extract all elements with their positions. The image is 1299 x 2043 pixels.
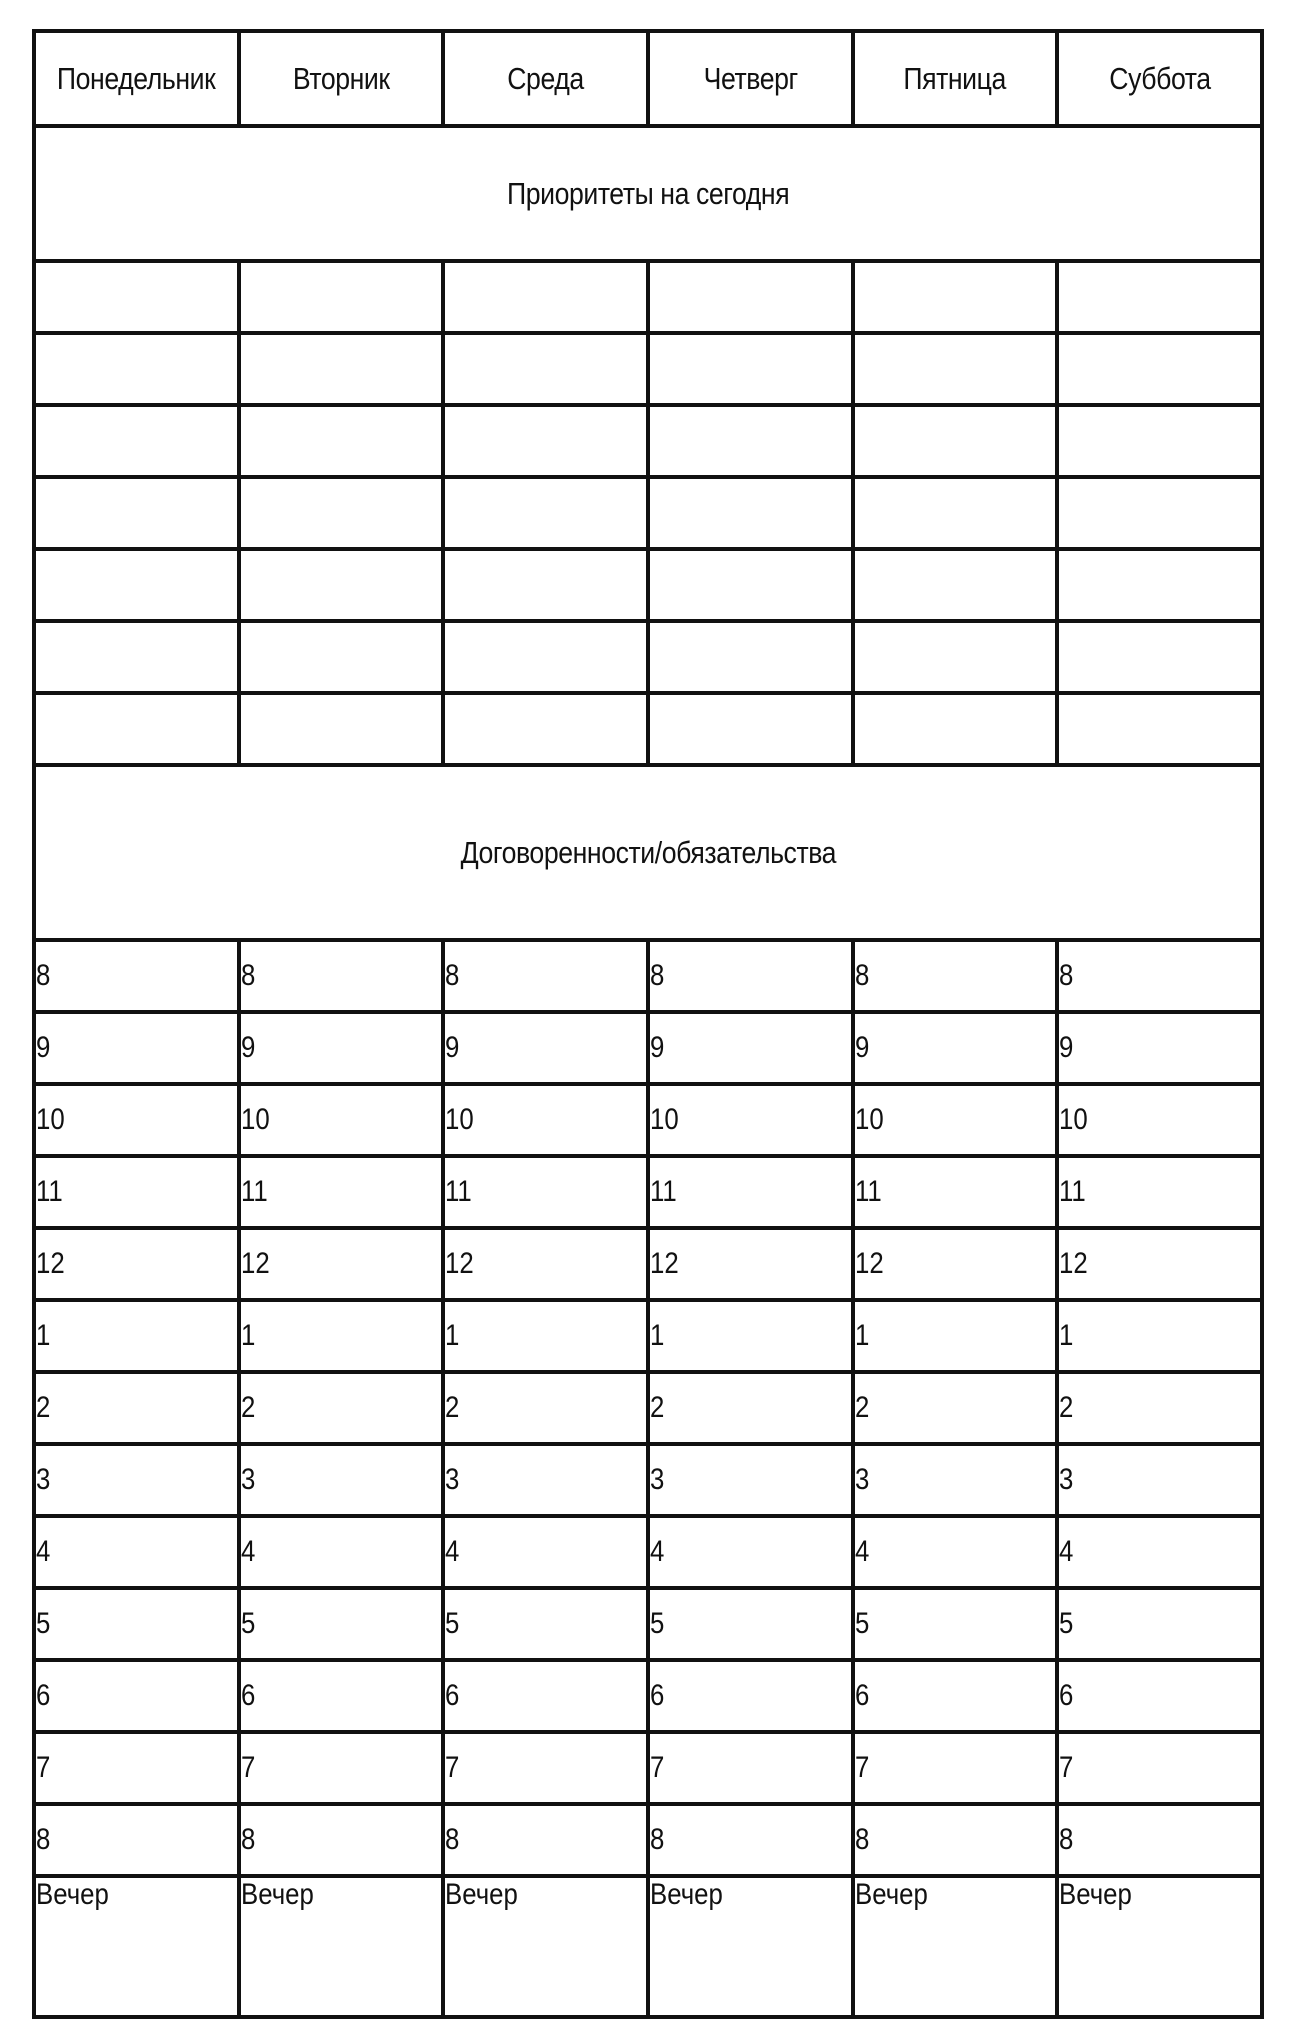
- priority-cell[interactable]: [34, 693, 239, 765]
- hour-cell[interactable]: [853, 1732, 1058, 1804]
- hour-cell[interactable]: [443, 1444, 648, 1516]
- hour-cell[interactable]: [1057, 1732, 1262, 1804]
- priority-cell[interactable]: [239, 405, 444, 477]
- hour-label: 8: [649, 959, 665, 992]
- priority-cell[interactable]: [1057, 549, 1262, 621]
- hour-row: [34, 1588, 1262, 1660]
- priority-cell[interactable]: [239, 693, 444, 765]
- hour-cell[interactable]: [853, 1156, 1058, 1228]
- hour-cell[interactable]: [34, 1228, 239, 1300]
- hour-row: [34, 1732, 1262, 1804]
- hour-cell[interactable]: [648, 1804, 853, 1876]
- hour-label: 4: [649, 1535, 665, 1568]
- hour-label: 7: [854, 1751, 869, 1784]
- hour-cell[interactable]: [239, 1516, 444, 1588]
- hour-row: [34, 1156, 1262, 1228]
- hour-cell[interactable]: [853, 1012, 1058, 1084]
- hour-cell[interactable]: [1057, 1804, 1262, 1876]
- priorities-title: Приоритеты на сегодня: [506, 175, 790, 211]
- hour-label: 2: [36, 1391, 51, 1424]
- priority-cell[interactable]: [1057, 621, 1262, 693]
- hour-label: 6: [36, 1679, 51, 1712]
- day-header-wednesday: Среда: [507, 60, 584, 96]
- evening-cell[interactable]: [239, 1876, 444, 2017]
- hour-label: 7: [240, 1751, 256, 1784]
- hour-label: 4: [36, 1535, 51, 1568]
- hour-cell[interactable]: [239, 1804, 444, 1876]
- hour-cell[interactable]: [239, 1444, 444, 1516]
- evening-label: Вечер: [240, 1878, 314, 1911]
- hour-label: 2: [445, 1391, 460, 1424]
- hour-label: 8: [1059, 959, 1074, 992]
- priority-row: [34, 477, 1262, 549]
- hour-label: 1: [240, 1319, 256, 1352]
- hour-cell[interactable]: [443, 1012, 648, 1084]
- hour-label: 6: [445, 1679, 460, 1712]
- day-header-friday: Пятница: [903, 60, 1007, 96]
- hour-label: 12: [1059, 1247, 1088, 1280]
- hour-label: 11: [36, 1175, 63, 1208]
- hour-label: 11: [1059, 1175, 1087, 1208]
- hour-label: 3: [240, 1463, 256, 1496]
- hour-cell[interactable]: [239, 1732, 444, 1804]
- day-header-cell: [34, 31, 239, 126]
- hour-label: 12: [649, 1247, 679, 1280]
- hour-cell[interactable]: [443, 1084, 648, 1156]
- hour-cell[interactable]: [1057, 1372, 1262, 1444]
- hour-cell[interactable]: [648, 1444, 853, 1516]
- commitments-band-row: [34, 765, 1262, 940]
- priority-cell[interactable]: [34, 621, 239, 693]
- hour-cell[interactable]: [648, 1732, 853, 1804]
- hour-label: 1: [445, 1319, 460, 1352]
- hour-cell[interactable]: [853, 1228, 1058, 1300]
- hour-cell[interactable]: [648, 1516, 853, 1588]
- evening-cell[interactable]: [1057, 1876, 1262, 2017]
- hour-cell[interactable]: [239, 1660, 444, 1732]
- priority-cell[interactable]: [443, 405, 648, 477]
- hour-cell[interactable]: [648, 1156, 853, 1228]
- hour-label: 10: [649, 1103, 679, 1136]
- hour-cell[interactable]: [34, 1588, 239, 1660]
- hour-label: 1: [854, 1319, 869, 1352]
- hour-label: 5: [445, 1607, 460, 1640]
- priority-cell[interactable]: [1057, 333, 1262, 405]
- priority-row: [34, 549, 1262, 621]
- hour-label: 10: [445, 1103, 475, 1136]
- hour-cell[interactable]: [443, 1588, 648, 1660]
- hour-label: 11: [240, 1175, 268, 1208]
- day-header-monday: Понедельник: [57, 60, 216, 96]
- hour-row: [34, 1300, 1262, 1372]
- hour-cell[interactable]: [239, 1156, 444, 1228]
- priority-cell[interactable]: [443, 333, 648, 405]
- hour-cell[interactable]: [648, 940, 853, 1012]
- priority-cell[interactable]: [853, 549, 1058, 621]
- priority-cell[interactable]: [34, 477, 239, 549]
- hour-label: 5: [36, 1607, 51, 1640]
- priority-cell[interactable]: [853, 261, 1058, 333]
- hour-cell[interactable]: [1057, 1228, 1262, 1300]
- hour-cell[interactable]: [648, 1660, 853, 1732]
- priority-cell[interactable]: [853, 477, 1058, 549]
- hour-label: 4: [240, 1535, 256, 1568]
- hour-label: 5: [240, 1607, 256, 1640]
- priority-row: [34, 693, 1262, 765]
- hour-cell[interactable]: [853, 1804, 1058, 1876]
- hour-label: 4: [1059, 1535, 1074, 1568]
- hour-row: [34, 1516, 1262, 1588]
- hour-label: 8: [854, 1823, 869, 1856]
- hour-cell[interactable]: [239, 1372, 444, 1444]
- day-header-row: [34, 31, 1262, 126]
- hour-label: 12: [36, 1247, 65, 1280]
- day-header-thursday: Четверг: [703, 60, 798, 96]
- hour-cell[interactable]: [34, 1372, 239, 1444]
- hour-cell[interactable]: [853, 1588, 1058, 1660]
- priority-cell[interactable]: [443, 621, 648, 693]
- hour-label: 5: [1059, 1607, 1074, 1640]
- hour-cell[interactable]: [239, 1012, 444, 1084]
- hour-label: 1: [649, 1319, 665, 1352]
- priority-cell[interactable]: [239, 549, 444, 621]
- hour-label: 6: [1059, 1679, 1074, 1712]
- hour-cell[interactable]: [443, 1228, 648, 1300]
- hour-label: 6: [854, 1679, 869, 1712]
- hour-label: 9: [240, 1031, 256, 1064]
- hour-label: 1: [1059, 1319, 1074, 1352]
- hour-cell[interactable]: [1057, 1084, 1262, 1156]
- hour-label: 8: [649, 1823, 665, 1856]
- hour-cell[interactable]: [853, 1084, 1058, 1156]
- hour-cell[interactable]: [443, 1372, 648, 1444]
- hour-cell[interactable]: [443, 1300, 648, 1372]
- evening-label: Вечер: [854, 1878, 928, 1911]
- day-header-saturday: Суббота: [1108, 60, 1211, 96]
- priority-row: [34, 405, 1262, 477]
- hour-label: 10: [36, 1103, 65, 1136]
- priority-row: [34, 621, 1262, 693]
- hour-label: 3: [36, 1463, 51, 1496]
- hour-label: 8: [854, 959, 869, 992]
- priority-cell[interactable]: [443, 549, 648, 621]
- hour-label: 2: [649, 1391, 665, 1424]
- hour-label: 6: [240, 1679, 256, 1712]
- priority-cell[interactable]: [239, 621, 444, 693]
- hour-cell[interactable]: [648, 1372, 853, 1444]
- hour-cell[interactable]: [34, 1084, 239, 1156]
- hour-cell[interactable]: [34, 1012, 239, 1084]
- hour-cell[interactable]: [443, 1804, 648, 1876]
- day-header-cell: [1057, 31, 1262, 126]
- priorities-band: [34, 126, 1262, 261]
- hour-label: 7: [1059, 1751, 1074, 1784]
- hour-cell[interactable]: [34, 1156, 239, 1228]
- day-header-cell: [648, 31, 853, 126]
- priority-cell[interactable]: [853, 621, 1058, 693]
- priority-cell[interactable]: [853, 405, 1058, 477]
- planner-body: [34, 31, 1262, 2017]
- commitments-band: [34, 765, 1262, 940]
- hour-row: [34, 1228, 1262, 1300]
- priority-cell[interactable]: [648, 549, 853, 621]
- hour-label: 8: [36, 959, 51, 992]
- priority-cell[interactable]: [853, 693, 1058, 765]
- hour-cell[interactable]: [1057, 1444, 1262, 1516]
- priority-cell[interactable]: [648, 333, 853, 405]
- priority-cell[interactable]: [34, 405, 239, 477]
- hour-cell[interactable]: [648, 1300, 853, 1372]
- hour-label: 9: [445, 1031, 460, 1064]
- hour-label: 9: [854, 1031, 869, 1064]
- hour-label: 4: [854, 1535, 869, 1568]
- priority-row: [34, 261, 1262, 333]
- priority-cell[interactable]: [648, 693, 853, 765]
- priority-cell[interactable]: [648, 621, 853, 693]
- hour-label: 3: [854, 1463, 869, 1496]
- priority-cell[interactable]: [34, 549, 239, 621]
- hour-label: 10: [1059, 1103, 1088, 1136]
- day-header-cell: [239, 31, 444, 126]
- priority-cell[interactable]: [1057, 477, 1262, 549]
- hour-label: 3: [1059, 1463, 1074, 1496]
- hour-label: 8: [240, 959, 256, 992]
- evening-cell[interactable]: [648, 1876, 853, 2017]
- hour-label: 2: [854, 1391, 869, 1424]
- hour-cell[interactable]: [239, 1228, 444, 1300]
- evening-cell[interactable]: [34, 1876, 239, 2017]
- priority-cell[interactable]: [34, 333, 239, 405]
- hour-row: [34, 1444, 1262, 1516]
- hour-label: 7: [36, 1751, 51, 1784]
- hour-cell[interactable]: [648, 1588, 853, 1660]
- hour-cell[interactable]: [648, 1228, 853, 1300]
- hour-cell[interactable]: [34, 1300, 239, 1372]
- commitments-title: Договоренности/обязательства: [460, 834, 836, 870]
- hour-label: 11: [445, 1175, 473, 1208]
- hour-label: 3: [445, 1463, 460, 1496]
- hour-row: [34, 1012, 1262, 1084]
- hour-cell[interactable]: [853, 1516, 1058, 1588]
- hour-cell[interactable]: [34, 1732, 239, 1804]
- hour-row: [34, 1372, 1262, 1444]
- hour-label: 12: [854, 1247, 884, 1280]
- hour-cell[interactable]: [34, 1516, 239, 1588]
- hour-label: 8: [1059, 1823, 1074, 1856]
- weekly-planner-table: [32, 29, 1264, 2019]
- hour-label: 2: [1059, 1391, 1074, 1424]
- hour-label: 3: [649, 1463, 665, 1496]
- hour-label: 12: [445, 1247, 475, 1280]
- hour-label: 9: [1059, 1031, 1074, 1064]
- hour-cell[interactable]: [239, 1588, 444, 1660]
- hour-cell[interactable]: [443, 1156, 648, 1228]
- hour-label: 1: [36, 1319, 51, 1352]
- evening-cell[interactable]: [853, 1876, 1058, 2017]
- hour-label: 8: [445, 1823, 460, 1856]
- hour-label: 7: [445, 1751, 460, 1784]
- evening-label: Вечер: [649, 1878, 723, 1911]
- hour-label: 12: [240, 1247, 270, 1280]
- hour-cell[interactable]: [1057, 1156, 1262, 1228]
- hour-label: 5: [854, 1607, 869, 1640]
- hour-row: [34, 1660, 1262, 1732]
- hour-cell[interactable]: [443, 1516, 648, 1588]
- priorities-band-row: [34, 126, 1262, 261]
- hour-cell[interactable]: [1057, 1660, 1262, 1732]
- hour-cell[interactable]: [239, 1300, 444, 1372]
- hour-label: 11: [649, 1175, 677, 1208]
- hour-cell[interactable]: [1057, 1516, 1262, 1588]
- priority-cell[interactable]: [34, 261, 239, 333]
- hour-cell[interactable]: [648, 1012, 853, 1084]
- evening-cell[interactable]: [443, 1876, 648, 2017]
- hour-cell[interactable]: [34, 940, 239, 1012]
- priority-cell[interactable]: [443, 693, 648, 765]
- hour-cell[interactable]: [853, 940, 1058, 1012]
- priority-cell[interactable]: [239, 261, 444, 333]
- hour-label: 9: [649, 1031, 665, 1064]
- priority-cell[interactable]: [648, 405, 853, 477]
- priority-cell[interactable]: [853, 333, 1058, 405]
- day-header-cell: [443, 31, 648, 126]
- hour-cell[interactable]: [443, 940, 648, 1012]
- hour-label: 6: [649, 1679, 665, 1712]
- hour-label: 5: [649, 1607, 665, 1640]
- hour-cell[interactable]: [1057, 1300, 1262, 1372]
- hour-cell[interactable]: [34, 1804, 239, 1876]
- hour-row: [34, 1084, 1262, 1156]
- hour-label: 2: [240, 1391, 256, 1424]
- evening-label: Вечер: [1059, 1878, 1133, 1911]
- priority-cell[interactable]: [648, 261, 853, 333]
- hour-cell[interactable]: [853, 1300, 1058, 1372]
- priority-cell[interactable]: [239, 477, 444, 549]
- hour-label: 10: [240, 1103, 270, 1136]
- hour-label: 9: [36, 1031, 51, 1064]
- hour-label: 8: [445, 959, 460, 992]
- hour-cell[interactable]: [853, 1660, 1058, 1732]
- hour-cell[interactable]: [1057, 1012, 1262, 1084]
- day-header-tuesday: Вторник: [292, 60, 390, 96]
- hour-cell[interactable]: [1057, 1588, 1262, 1660]
- hour-label: 10: [854, 1103, 884, 1136]
- hour-cell[interactable]: [648, 1084, 853, 1156]
- hour-cell[interactable]: [443, 1732, 648, 1804]
- priority-cell[interactable]: [443, 477, 648, 549]
- hour-cell[interactable]: [34, 1660, 239, 1732]
- priority-cell[interactable]: [239, 333, 444, 405]
- hour-cell[interactable]: [443, 1660, 648, 1732]
- day-header-cell: [853, 31, 1058, 126]
- priority-cell[interactable]: [648, 477, 853, 549]
- hour-label: 8: [240, 1823, 256, 1856]
- priority-cell[interactable]: [443, 261, 648, 333]
- hour-cell[interactable]: [239, 940, 444, 1012]
- hour-row: [34, 1804, 1262, 1876]
- hour-cell[interactable]: [853, 1444, 1058, 1516]
- evening-label: Вечер: [445, 1878, 519, 1911]
- hour-cell[interactable]: [1057, 940, 1262, 1012]
- hour-cell[interactable]: [34, 1444, 239, 1516]
- evening-label: Вечер: [36, 1878, 109, 1911]
- hour-label: 8: [36, 1823, 51, 1856]
- priority-cell[interactable]: [1057, 261, 1262, 333]
- hour-label: 7: [649, 1751, 665, 1784]
- priority-row: [34, 333, 1262, 405]
- hour-label: 4: [445, 1535, 460, 1568]
- hour-label: 11: [854, 1175, 882, 1208]
- priority-cell[interactable]: [1057, 693, 1262, 765]
- evening-row: [34, 1876, 1262, 2017]
- priority-cell[interactable]: [1057, 405, 1262, 477]
- hour-cell[interactable]: [853, 1372, 1058, 1444]
- hour-row: [34, 940, 1262, 1012]
- hour-cell[interactable]: [239, 1084, 444, 1156]
